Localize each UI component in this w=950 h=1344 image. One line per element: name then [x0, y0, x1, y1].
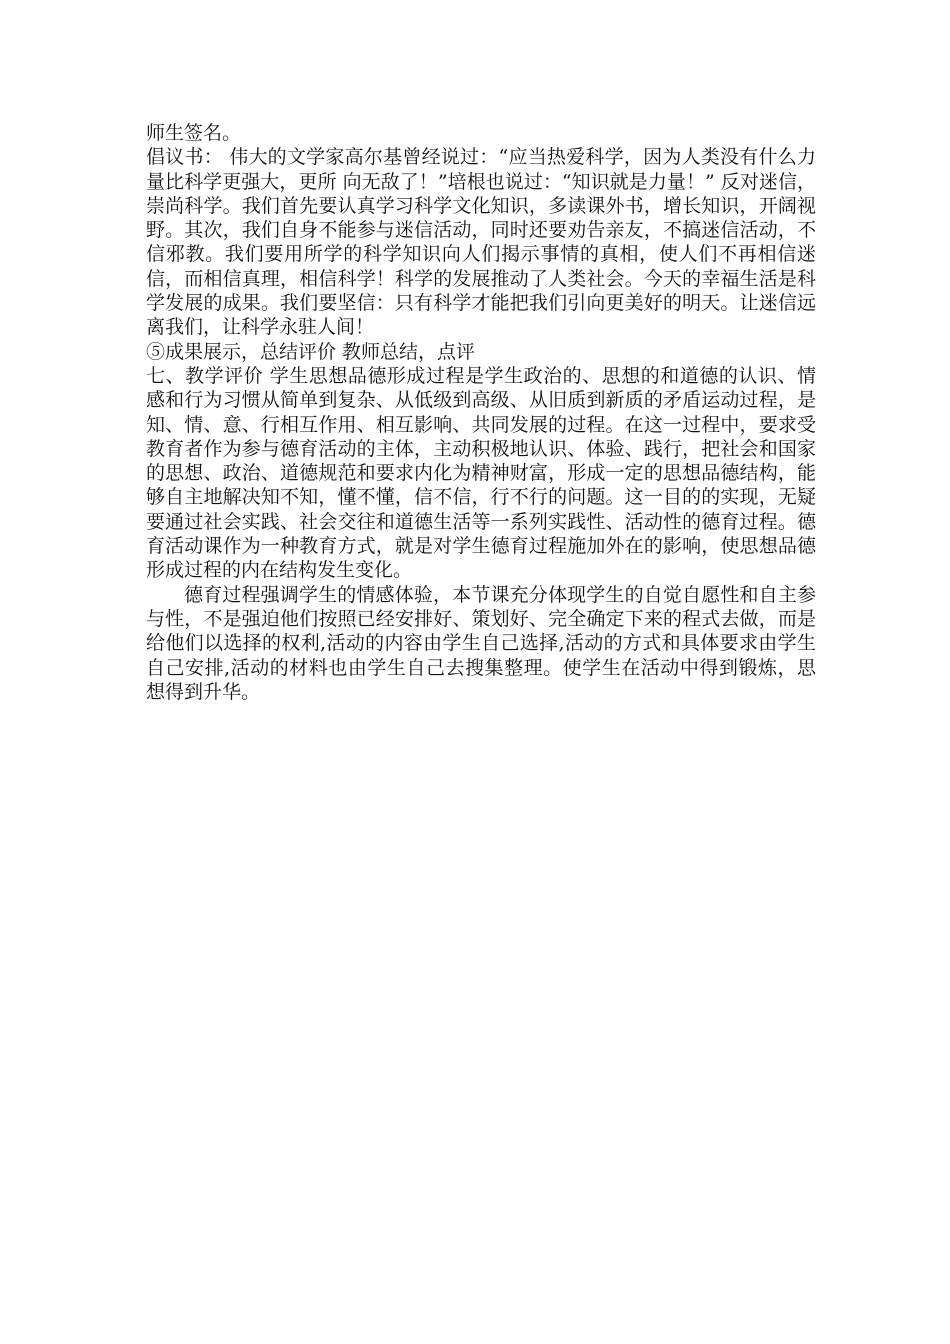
moral-education-paragraph: 德育过程强调学生的情感体验，本节课充分体现学生的自觉自愿性和自主参与性，不是强迫他们按照已经安排好、策划好、完全确定下来的程式去做，而是给他们以选择的权利,活动的内容由学生自己选择,活动的方式和具体要求由学生自己安排,活动的材料也由学生自己去搜集整理。使学生在活动中得到锻炼，思想得到升华。 — [146, 583, 816, 703]
signature-line: 师生签名。 — [146, 122, 242, 144]
document-body — [146, 121, 816, 704]
step-five-heading: ⑤成果展示，总结评价 教师总结，点评 — [146, 340, 476, 363]
teaching-evaluation-paragraph: 七、教学评价 学生思想品德形成过程是学生政治的、思想的和道德的认识、情感和行为习惯从简单到复杂、从低级到高级、从旧质到新质的矛盾运动过程，是知、情、意、行相互作用、相互影响、共同发展的过程。在这一过程中，要求受教育者作为参与德育活动的主体，主动积极地认识、体验、践行，把社会和国家的思想、政治、道德规范和要求内化为精神财富，形成一定的思想品德结构，能够自主地解决知不知，懂不懂，信不信，行不行的问题。这一目的的实现，无疑要通过社会实践、社会交往和道德生活等一系列实践性、活动性的德育过程。德育活动课作为一种教育方式，就是对学生德育过程施加外在的影响，使思想品德形成过程的内在结构发生变化。 — [146, 364, 816, 582]
proposal-paragraph: 倡议书： 伟大的文学家高尔基曾经说过：“应当热爱科学，因为人类没有什么力量比科学更强大，更所 向无敌了！”培根也说过：“知识就是力量！” 反对迷信，崇尚科学。我们首先要认真学习科学文化知识，多读课外书，增长知识，开阔视野。其次，我们自身不能参与迷信活动，同时还要劝告亲友，不搞迷信活动，不信邪教。我们要用所学的科学知识向人们揭示事情的真相，使人们不再相信迷信，而相信真理，相信科学！科学的发展推动了人类社会。今天的幸福生活是科学发展的成果。我们要坚信：只有科学才能把我们引向更美好的明天。让迷信远离我们，让科学永驻人间！ — [146, 146, 816, 339]
